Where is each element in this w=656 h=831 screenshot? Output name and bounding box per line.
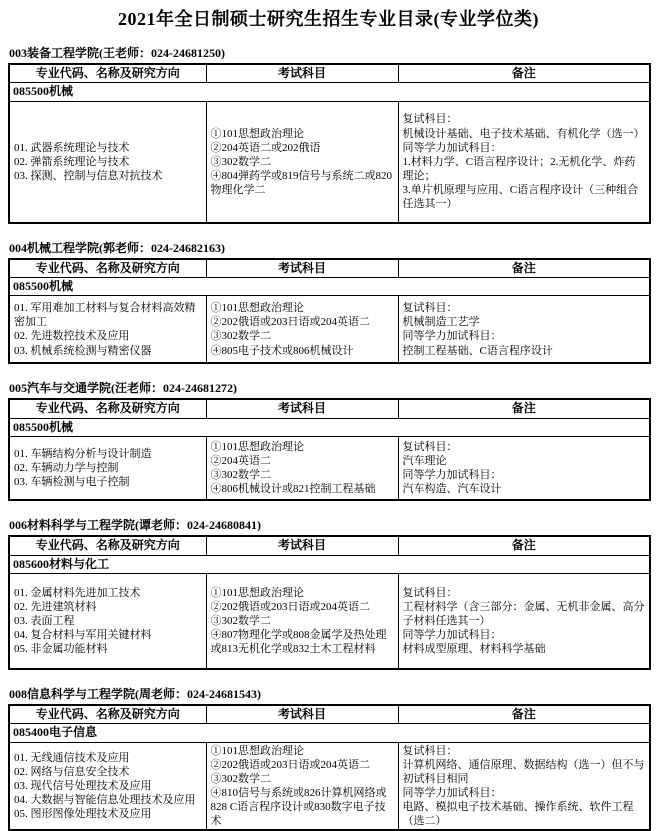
catalog-table-006 — [8, 535, 651, 670]
section-006 — [8, 516, 649, 670]
text-line: 机械设计基础、电子技术基础、有机化学（选一） — [402, 127, 645, 140]
header-row — [9, 399, 650, 418]
text-line: ②202俄语或203日语或204英语二 — [210, 316, 370, 329]
text-line: 02. 先进数控技术及应用 — [14, 330, 130, 343]
catalog-table-003 — [8, 63, 651, 224]
text-line: 03. 探测、控制与信息对抗技术 — [14, 169, 163, 182]
text-line: 05. 非金属功能材料 — [14, 642, 108, 655]
header-row — [9, 536, 650, 555]
program-code: 085500机械 — [9, 418, 650, 436]
text-line: 02. 网络与信息安全技术 — [14, 765, 130, 778]
text-line: 复试科目： — [402, 113, 458, 126]
text-line: 01. 车辆结构分析与设计制造 — [14, 448, 152, 461]
text-line: 机械制造工艺学 — [402, 316, 480, 329]
text-line: ①101思想政治理论 — [210, 744, 304, 757]
text-line: 04. 大数据与智能信息处理技术及应用 — [14, 793, 196, 806]
program-row — [9, 278, 650, 296]
text-line: ①101思想政治理论 — [210, 586, 304, 599]
program-code: 085600材料与化工 — [9, 555, 650, 573]
text-line: 05. 图形图像处理技术及应用 — [14, 807, 152, 820]
program-row — [9, 418, 650, 436]
text-line: 04. 复合材料与军用关键材料 — [14, 628, 152, 641]
section-004 — [8, 239, 649, 365]
table-row — [9, 742, 650, 830]
text-line: ④804弹药学或819信号与系统二或820物理化学二 — [210, 169, 392, 196]
col-header-major: 专业代码、名称及研究方向 — [9, 536, 206, 555]
college-heading-006: 006材料科学与工程学院(谭老师：024-24680841) — [9, 518, 261, 533]
text-line: ②202俄语或203日语或204英语二 — [210, 600, 370, 613]
text-line: 复试科目： — [402, 744, 458, 757]
catalog-table-005 — [8, 398, 651, 501]
text-line: 1.材料力学、C语言程序设计；2.无机化学、炸药理论； — [402, 155, 636, 182]
college-heading-003: 003装备工程学院(王老师：024-24681250) — [9, 46, 225, 60]
text-line: 计算机网络、通信原理、数据结构（选一）但不与初试科目相同 — [402, 758, 645, 785]
col-header-notes: 备注 — [398, 399, 650, 418]
exam-subjects — [206, 296, 398, 364]
text-line: ②204英语二 — [210, 455, 271, 468]
text-line: 03. 表面工程 — [14, 614, 75, 627]
text-line: 02. 先进建筑材料 — [14, 600, 97, 613]
col-header-exams: 考试科目 — [206, 64, 398, 83]
table-row — [9, 573, 650, 669]
text-line: 同等学力加试科目： — [402, 330, 502, 343]
text-line: 02. 车辆动力学与控制 — [14, 462, 119, 475]
col-header-major: 专业代码、名称及研究方向 — [9, 705, 206, 724]
text-line: ④806机械设计或821控制工程基础 — [210, 483, 376, 496]
col-header-exams: 考试科目 — [206, 705, 398, 724]
notes — [398, 742, 650, 830]
text-line: 同等学力加试科目： — [402, 786, 502, 799]
college-heading-004: 004机械工程学院(郭老师：024-24682163) — [9, 240, 225, 255]
col-header-notes: 备注 — [398, 705, 650, 724]
col-header-major: 专业代码、名称及研究方向 — [9, 64, 206, 83]
text-line: 3.单片机原理与应用、C语言程序设计（三种组合任选其一） — [402, 183, 639, 210]
section-003 — [8, 44, 649, 224]
college-heading-005: 005汽车与交通学院(汪老师：024-24681272) — [9, 381, 237, 396]
text-line: 复试科目： — [402, 441, 458, 453]
program-row — [9, 555, 650, 573]
notes — [398, 573, 650, 669]
table-row — [9, 296, 650, 364]
text-line: 工程材料学（含三部分：金属、无机非金属、高分子材料任选其一） — [402, 600, 645, 627]
text-line: 01. 军用难加工材料与复合材料高效精密加工 — [14, 302, 196, 329]
section-005 — [8, 379, 649, 501]
text-line: ②204英语二或202俄语 — [210, 141, 321, 154]
text-line: 03. 现代信号处理技术及应用 — [14, 779, 152, 792]
header-row — [9, 64, 650, 83]
program-row — [9, 83, 650, 101]
research-directions — [9, 742, 206, 830]
text-line: 复试科目： — [402, 586, 458, 599]
text-line: ③302数学二 — [210, 614, 271, 627]
col-header-notes: 备注 — [398, 259, 650, 278]
text-line: 材料成型原理、材料科学基础 — [402, 642, 546, 655]
catalog-table-004 — [8, 258, 651, 365]
col-header-major: 专业代码、名称及研究方向 — [9, 259, 206, 278]
college-heading-008: 008信息科学与工程学院(周老师：024-24681543) — [9, 686, 261, 701]
text-line: 03. 机械系统检测与精密仪器 — [14, 344, 152, 357]
text-line: ④807物理化学或808金属学及热处理或813无机化学或832土木工程材料 — [210, 628, 387, 655]
text-line: 汽车构造、汽车设计 — [402, 483, 502, 496]
page-title: 2021年全日制硕士研究生招生专业目录(专业学位类) — [118, 9, 539, 29]
table-row — [9, 101, 650, 223]
exam-subjects — [206, 573, 398, 669]
text-line: 同等学力加试科目： — [402, 628, 502, 641]
text-line: 复试科目： — [402, 302, 458, 315]
notes — [398, 437, 650, 501]
text-line: ②202俄语或203日语或204英语二 — [210, 758, 370, 771]
col-header-notes: 备注 — [398, 64, 650, 83]
header-row — [9, 259, 650, 278]
text-line: 03. 车辆检测与电子控制 — [14, 476, 130, 489]
col-header-exams: 考试科目 — [206, 399, 398, 418]
col-header-major: 专业代码、名称及研究方向 — [9, 399, 206, 418]
text-line: 同等学力加试科目： — [402, 141, 502, 154]
catalog-table-008 — [8, 704, 651, 831]
exam-subjects — [206, 101, 398, 223]
research-directions — [9, 437, 206, 501]
text-line: ④805电子技术或806机械设计 — [210, 344, 354, 357]
exam-subjects — [206, 742, 398, 830]
program-code: 085500机械 — [9, 83, 650, 101]
col-header-exams: 考试科目 — [206, 536, 398, 555]
program-code: 085500机械 — [9, 278, 650, 296]
text-line: 02. 弹箭系统理论与技术 — [14, 155, 130, 168]
text-line: 同等学力加试科目： — [402, 469, 502, 482]
program-code: 085400电子信息 — [9, 724, 650, 742]
text-line: 电路、模拟电子技术基础、操作系统、软件工程（选二） — [402, 800, 634, 827]
text-line: ①101思想政治理论 — [210, 302, 304, 315]
text-line: ③302数学二 — [210, 330, 271, 343]
header-row — [9, 705, 650, 724]
program-row — [9, 724, 650, 742]
text-line: ③302数学二 — [210, 772, 271, 785]
research-directions — [9, 573, 206, 669]
table-row — [9, 437, 650, 501]
research-directions — [9, 296, 206, 364]
text-line: 汽车理论 — [402, 455, 447, 468]
text-line: ①101思想政治理论 — [210, 441, 304, 453]
text-line: 01. 金属材料先进加工技术 — [14, 586, 141, 599]
notes — [398, 296, 650, 364]
section-008 — [8, 685, 649, 831]
text-line: ③302数学二 — [210, 469, 271, 482]
exam-subjects — [206, 437, 398, 501]
text-line: 控制工程基础、C语言程序设计 — [402, 344, 553, 357]
text-line: ①101思想政治理论 — [210, 127, 304, 140]
col-header-notes: 备注 — [398, 536, 650, 555]
text-line: ④810信号与系统或826计算机网络或828 C语言程序设计或830数字电子技术 — [210, 786, 387, 827]
col-header-exams: 考试科目 — [206, 259, 398, 278]
text-line: 01. 武器系统理论与技术 — [14, 141, 130, 154]
text-line: 01. 无线通信技术及应用 — [14, 751, 130, 764]
notes — [398, 101, 650, 223]
research-directions — [9, 101, 206, 223]
text-line: ③302数学二 — [210, 155, 271, 168]
